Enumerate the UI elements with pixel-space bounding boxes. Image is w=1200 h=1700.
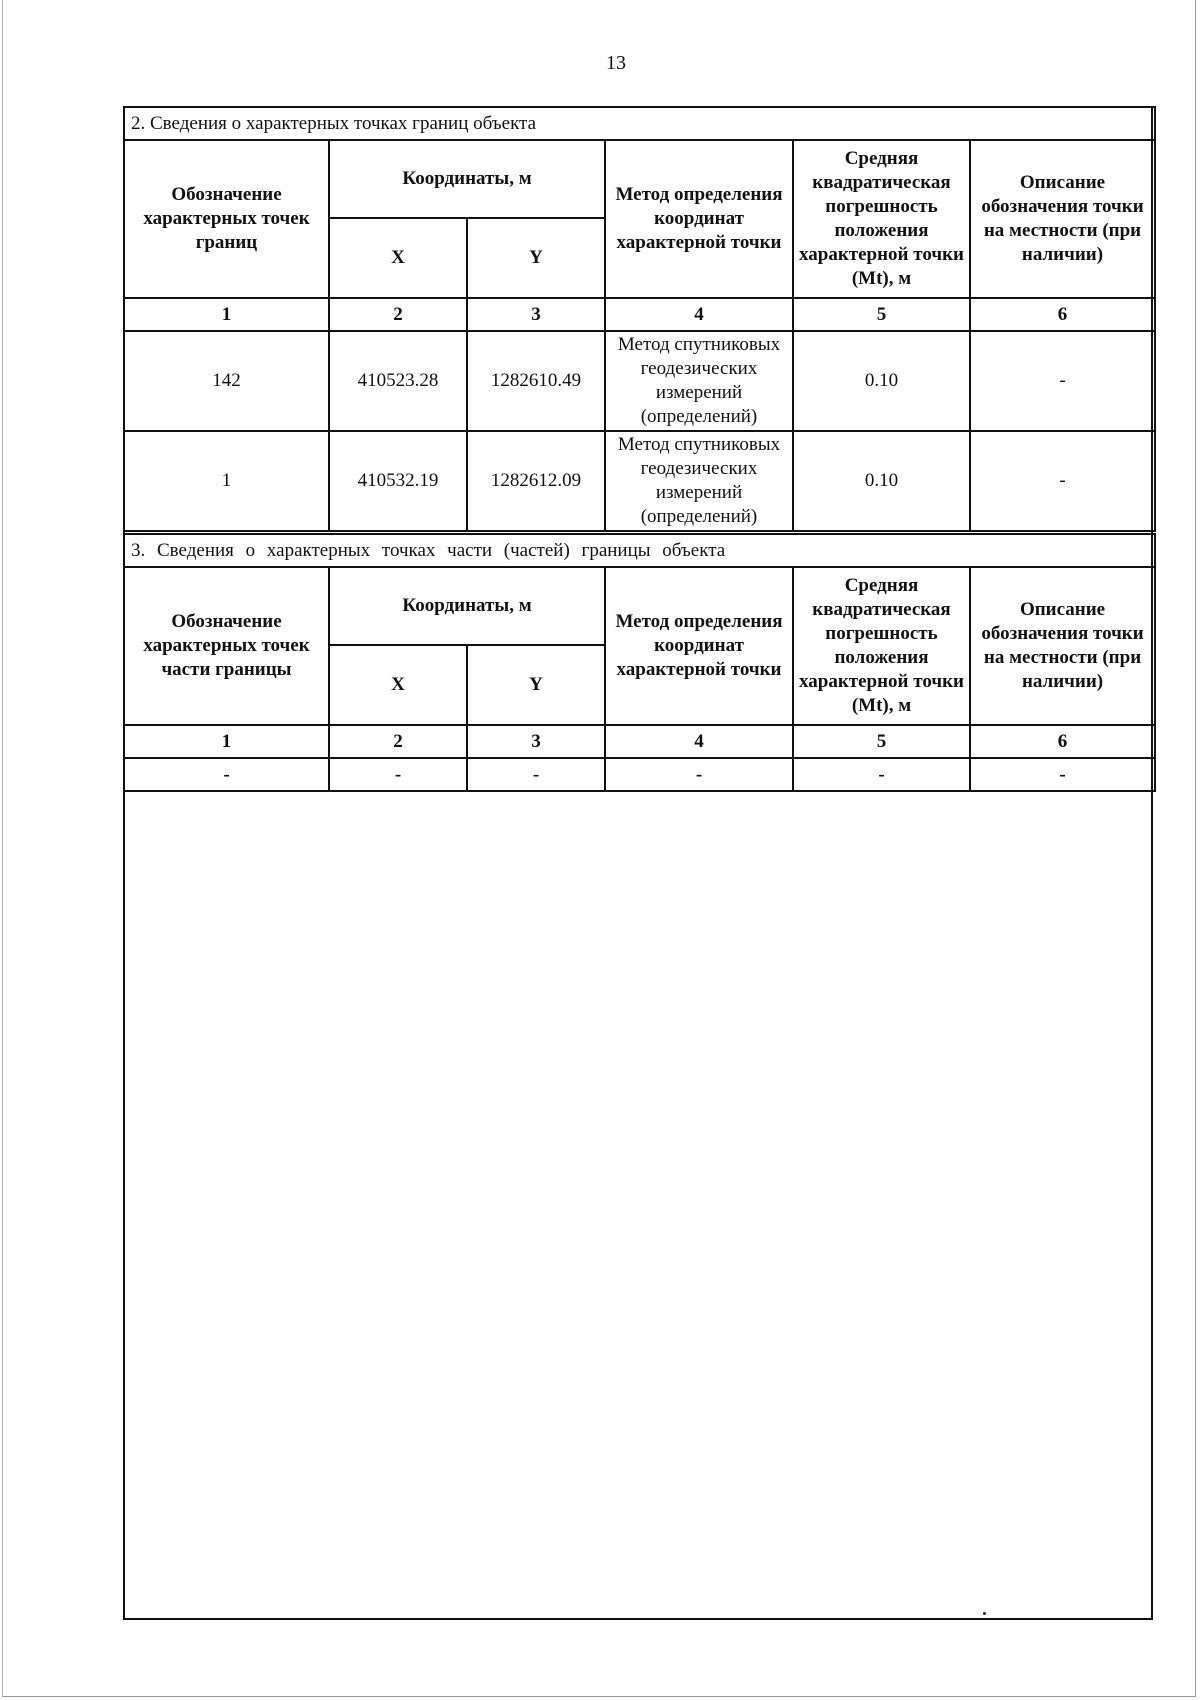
header-y: Y (467, 645, 605, 725)
header-designation: Обозначение характерных точек части границы (124, 567, 329, 725)
column-number: 3 (467, 298, 605, 331)
column-number: 6 (970, 725, 1155, 758)
table-row (124, 431, 1155, 531)
header-coordinates: Координаты, м (329, 567, 605, 645)
cell-x: 410523.28 (329, 331, 467, 431)
column-number: 1 (124, 298, 329, 331)
column-number: 4 (605, 298, 793, 331)
cell-description: - (970, 431, 1155, 531)
cell-x: - (329, 758, 467, 791)
header-method: Метод определения координат характерной точки (605, 140, 793, 298)
cell-mt: 0.10 (793, 431, 970, 531)
cell-description: - (970, 331, 1155, 431)
column-number: 5 (793, 298, 970, 331)
section3-table (123, 533, 1156, 792)
cell-point: 1 (124, 431, 329, 531)
column-number: 6 (970, 298, 1155, 331)
header-designation: Обозначение характерных точек границ (124, 140, 329, 298)
column-number: 2 (329, 298, 467, 331)
section2-title: 2. Сведения о характерных точках границ объекта (124, 107, 1155, 140)
table-row (124, 758, 1155, 791)
header-x: X (329, 218, 467, 298)
cell-description: - (970, 758, 1155, 791)
column-number: 4 (605, 725, 793, 758)
cell-point: - (124, 758, 329, 791)
header-x: X (329, 645, 467, 725)
header-coordinates: Координаты, м (329, 140, 605, 218)
column-number: 5 (793, 725, 970, 758)
section3-title: 3. Сведения о характерных точках части (частей) границы объекта (124, 534, 1155, 567)
cell-y: - (467, 758, 605, 791)
cell-mt: - (793, 758, 970, 791)
header-description: Описание обозначения точки на местности (при наличии) (970, 567, 1155, 725)
column-number: 1 (124, 725, 329, 758)
cell-method: Метод спутниковых геодезических измерений (определений) (605, 431, 793, 531)
header-description: Описание обозначения точки на местности (при наличии) (970, 140, 1155, 298)
section2-table (123, 106, 1156, 532)
column-number: 2 (329, 725, 467, 758)
cell-point: 142 (124, 331, 329, 431)
page-number: 13 (606, 52, 626, 74)
cell-x: 410532.19 (329, 431, 467, 531)
cell-y: 1282610.49 (467, 331, 605, 431)
header-error: Средняя квадратическая погрешность положения характерной точки (Mt), м (793, 567, 970, 725)
header-method: Метод определения координат характерной точки (605, 567, 793, 725)
header-y: Y (467, 218, 605, 298)
scan-speck (983, 1612, 986, 1615)
cell-mt: 0.10 (793, 331, 970, 431)
cell-method: - (605, 758, 793, 791)
column-number: 3 (467, 725, 605, 758)
table-row (124, 331, 1155, 431)
cell-y: 1282612.09 (467, 431, 605, 531)
header-error: Средняя квадратическая погрешность положения характерной точки (Mt), м (793, 140, 970, 298)
cell-method: Метод спутниковых геодезических измерений (определений) (605, 331, 793, 431)
